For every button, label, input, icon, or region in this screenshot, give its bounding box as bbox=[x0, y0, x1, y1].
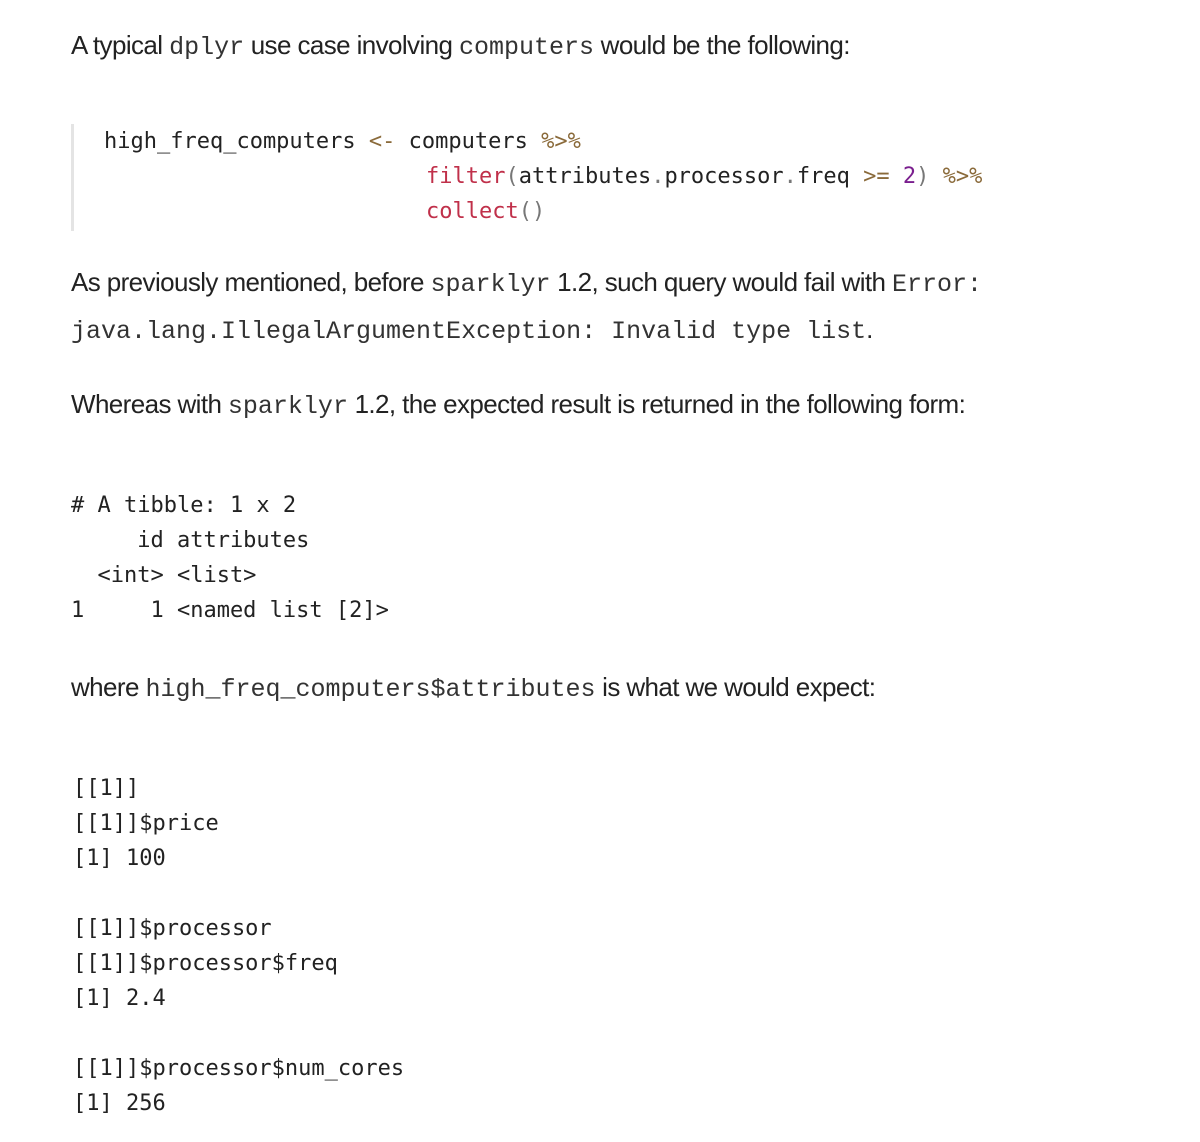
inline-code-dplyr: dplyr bbox=[169, 33, 245, 62]
output-line: [[1]]$processor bbox=[73, 916, 272, 941]
inline-code-computers: computers bbox=[458, 33, 595, 62]
output-line: [[1]]$processor$num_cores bbox=[73, 1056, 405, 1081]
code-line-3: collect() bbox=[426, 199, 546, 224]
output-line: [1] 2.4 bbox=[73, 986, 166, 1011]
output-line: # A tibble: 1 x 2 bbox=[71, 493, 297, 518]
paragraph-attributes: where high_freq_computers$attributes is what we would expect: bbox=[71, 672, 876, 704]
inline-code-sparklyr-2: sparklyr bbox=[227, 392, 348, 421]
paragraph-result-intro: Whereas with sparklyr 1.2, the expected result is returned in the following form: bbox=[71, 389, 966, 421]
output-line: id attributes bbox=[71, 528, 310, 553]
paragraph-error-line-2: java.lang.IllegalArgumentException: Invalid type list. bbox=[71, 314, 873, 346]
inline-code-exception: java.lang.IllegalArgumentException: Invalid type list bbox=[71, 317, 867, 346]
paragraph-intro: A typical dplyr use case involving computers would be the following: bbox=[71, 30, 850, 62]
inline-code-sparklyr: sparklyr bbox=[430, 270, 551, 299]
output-line: [1] 256 bbox=[73, 1091, 166, 1116]
code-line-1: high_freq_computers <- computers %>% bbox=[104, 129, 581, 154]
output-line: [[1]]$processor$freq bbox=[73, 951, 338, 976]
output-line: <int> <list> bbox=[71, 563, 257, 588]
output-line: [1] 100 bbox=[73, 846, 166, 871]
output-line: [[1]] bbox=[73, 776, 140, 801]
paragraph-error-line-1: As previously mentioned, before sparklyr 1.2, such query would fail with Error: bbox=[71, 267, 982, 299]
output-line: [[1]]$price bbox=[73, 811, 219, 836]
inline-code-attributes: high_freq_computers$attributes bbox=[145, 675, 596, 704]
code-block-border bbox=[71, 124, 74, 231]
code-line-2: filter(attributes.processor.freq >= 2) %>% bbox=[426, 164, 983, 189]
inline-code-error: Error: bbox=[891, 270, 982, 299]
output-line: 1 1 <named list [2]> bbox=[71, 598, 389, 623]
